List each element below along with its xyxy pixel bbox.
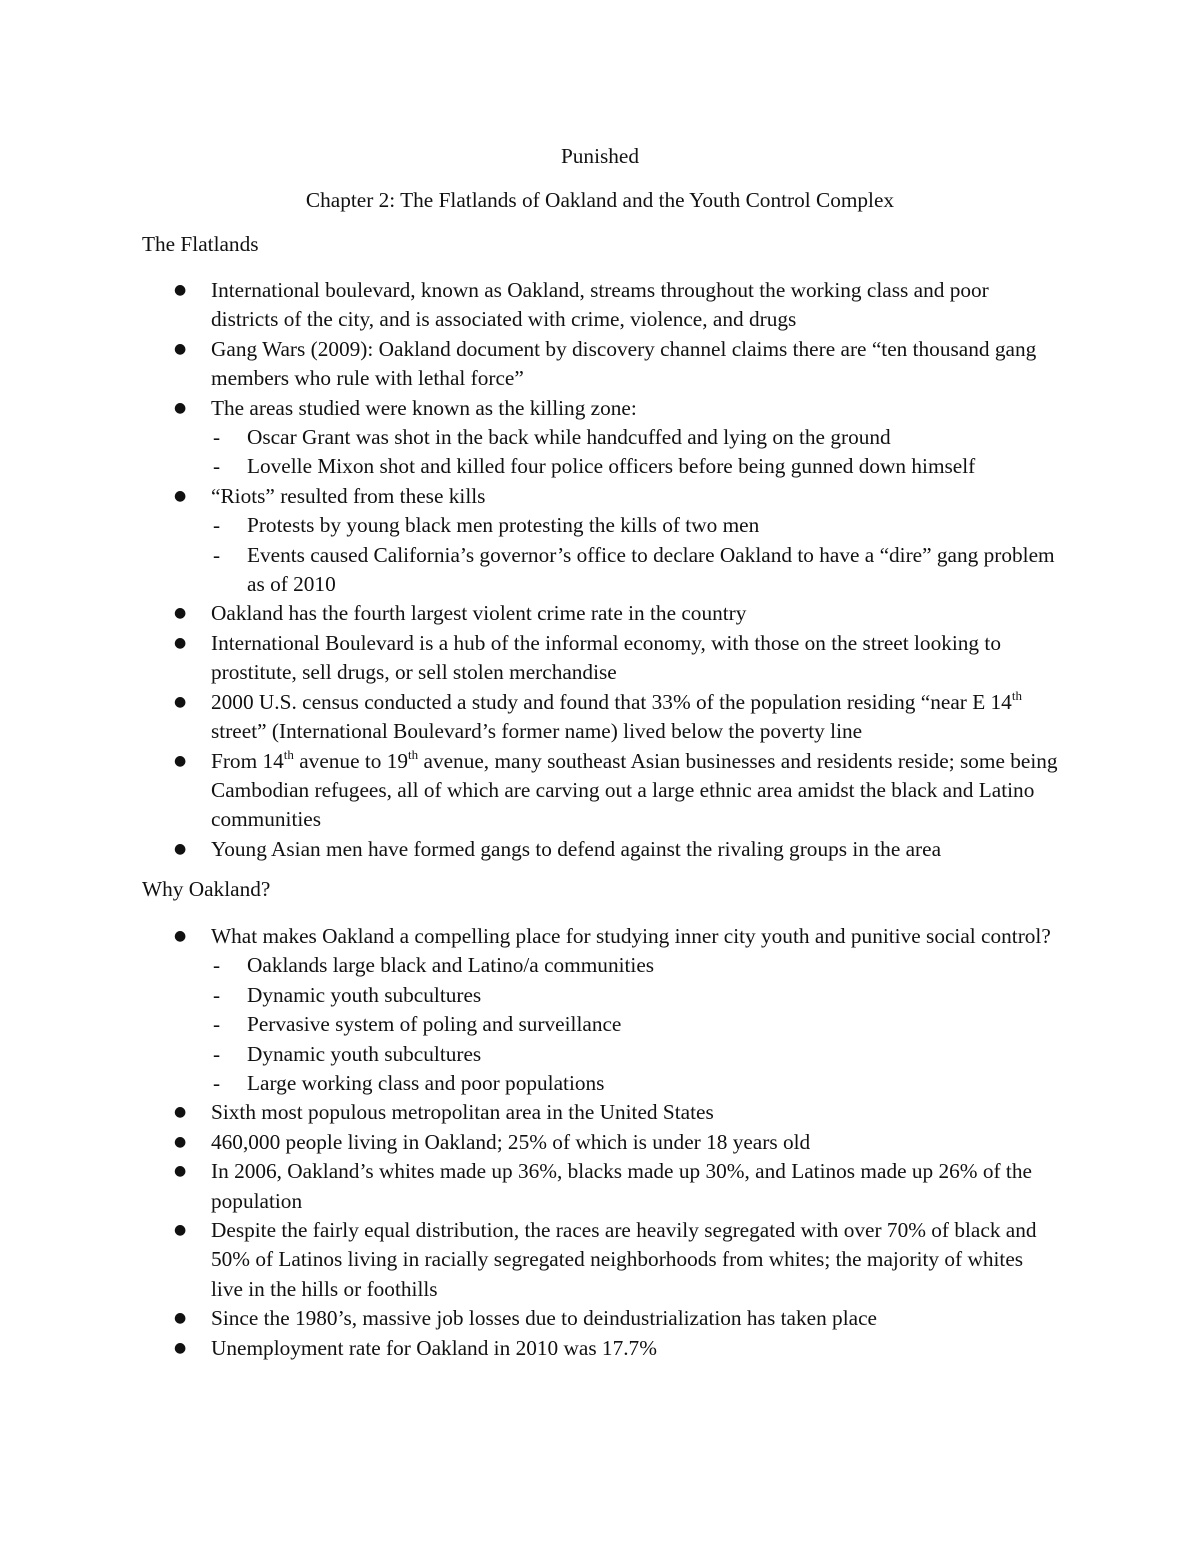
list-item [0, 599, 1060, 628]
bullet-icon: ● [174, 1310, 187, 1327]
sub-list-item-text: Dynamic youth subcultures [247, 982, 482, 1007]
bullet-list-flatlands [0, 276, 1200, 864]
sub-list-item [211, 511, 1060, 540]
bullet-icon: ● [174, 840, 187, 857]
text-run: street” (International Boulevard’s former name) lived below the poverty line [211, 719, 863, 744]
sub-list-item [211, 951, 1060, 980]
list-item [0, 835, 1060, 864]
list-item-text: Since the 1980’s, massive job losses due to deindustrialization has taken place [211, 1306, 877, 1331]
bullet-icon: ● [174, 1104, 187, 1121]
dash-marker-icon: - [213, 542, 221, 567]
dash-marker-icon: - [213, 425, 221, 450]
list-item-text: “Riots” resulted from these kills [211, 483, 486, 508]
sub-list-item [211, 981, 1060, 1010]
list-item [0, 1128, 1060, 1157]
list-item [0, 1157, 1060, 1216]
bullet-icon: ● [174, 282, 187, 298]
dash-marker-icon: - [213, 1041, 221, 1066]
list-item-text: What makes Oakland a compelling place for studying inner city youth and punitive social control? [211, 924, 1051, 948]
sub-list-item [211, 1069, 1060, 1098]
section-heading-flatlands: The Flatlands [142, 232, 259, 256]
text-run: 2000 U.S. census conducted a study and found that 33% of the population residing “near E 14 [211, 689, 1012, 714]
list-item [0, 1098, 1060, 1127]
list-item [0, 922, 1060, 1098]
list-item-text [211, 746, 1058, 832]
bullet-icon: ● [174, 1222, 187, 1239]
superscript-text: th [283, 746, 294, 762]
sub-list-item [211, 423, 1060, 452]
superscript-text: th [1011, 687, 1022, 703]
sub-list-item-text: Events caused California’s governor’s office to declare Oakland to have a “dire” gang problem as of 2010 [247, 542, 1055, 597]
sub-list-item [211, 541, 1060, 600]
bullet-icon: ● [174, 605, 187, 622]
section-heading-why-oakland: Why Oakland? [142, 877, 271, 901]
bullet-icon: ● [174, 693, 187, 710]
list-item [0, 747, 1060, 835]
dash-marker-icon: - [213, 454, 221, 479]
dash-marker-icon: - [213, 513, 221, 538]
list-item-text: International boulevard, known as Oakland, streams throughout the working class and poor districts of the city, and is associated with crime, violence, and drugs [211, 278, 989, 332]
list-item-text: Young Asian men have formed gangs to defend against the rivaling groups in the area [211, 836, 942, 861]
list-item-text: 460,000 people living in Oakland; 25% of which is under 18 years old [211, 1129, 811, 1154]
chapter-title: Chapter 2: The Flatlands of Oakland and the Youth Control Complex [305, 188, 895, 212]
sub-list [211, 951, 1060, 1098]
bullet-list-why-oakland [0, 922, 1200, 1363]
sub-list-item-text: Oscar Grant was shot in the back while handcuffed and lying on the ground [247, 425, 891, 450]
sub-list-item-text: Protests by young black men protesting the kills of two men [247, 513, 760, 538]
list-item [0, 1216, 1060, 1304]
sub-list [211, 511, 1060, 599]
sub-list-item-text: Dynamic youth subcultures [247, 1041, 482, 1066]
sub-list-item-text: Oaklands large black and Latino/a communities [247, 953, 655, 978]
dash-marker-icon: - [213, 953, 221, 978]
sub-list-item-text: Large working class and poor populations [247, 1071, 605, 1096]
list-item [0, 276, 1060, 335]
sub-list-item [211, 452, 1060, 481]
dash-marker-icon: - [213, 1012, 221, 1037]
list-item [0, 394, 1060, 482]
list-item-text: Oakland has the fourth largest violent crime rate in the country [211, 601, 747, 626]
superscript-text: th [408, 746, 419, 762]
list-item [0, 482, 1060, 600]
dash-marker-icon: - [213, 982, 221, 1007]
bullet-icon: ● [174, 487, 187, 504]
bullet-icon: ● [174, 399, 187, 416]
text-run: avenue to 19 [293, 748, 409, 773]
text-run: avenue, many southeast Asian businesses and residents reside; some being Cambodian refugees, all of which are carving out a large ethnic area amidst the black and Latino communities [211, 748, 1058, 832]
list-item-text: Gang Wars (2009): Oakland document by discovery channel claims there are “ten thousand gang members who rule with lethal force” [211, 336, 1037, 391]
sub-list-item [211, 1010, 1060, 1039]
list-item [0, 688, 1060, 747]
list-item [0, 335, 1060, 394]
dash-marker-icon: - [213, 1071, 221, 1096]
list-item [0, 1334, 1060, 1363]
list-item-text: The areas studied were known as the killing zone: [211, 395, 637, 420]
bullet-icon: ● [174, 1163, 187, 1180]
bullet-icon: ● [174, 634, 187, 651]
list-item-text: Unemployment rate for Oakland in 2010 was 17.7% [211, 1335, 657, 1360]
bullet-icon: ● [174, 928, 187, 944]
sub-list-item [211, 1040, 1060, 1069]
document-title: Punished [560, 144, 640, 168]
sub-list [211, 423, 1060, 482]
list-item [0, 1304, 1060, 1333]
sub-list-item-text: Lovelle Mixon shot and killed four police officers before being gunned down himself [247, 454, 976, 479]
bullet-icon: ● [174, 1339, 187, 1356]
list-item-text: International Boulevard is a hub of the informal economy, with those on the street looking to prostitute, sell drugs, or sell stolen merchandise [211, 630, 1001, 685]
text-run: From 14 [211, 748, 284, 773]
sub-list-item-text: Pervasive system of poling and surveillance [247, 1012, 622, 1037]
list-item-text: Sixth most populous metropolitan area in the United States [211, 1100, 714, 1125]
bullet-icon: ● [174, 1133, 187, 1150]
list-item-text: In 2006, Oakland’s whites made up 36%, blacks made up 30%, and Latinos made up 26% of the population [211, 1159, 1032, 1213]
list-item-text [211, 687, 1022, 744]
list-item-text: Despite the fairly equal distribution, the races are heavily segregated with over 70% of black and 50% of Latinos living in racially segregated neighborhoods from whites; the majority of whites live in the hills or foothills [211, 1218, 1037, 1301]
bullet-icon: ● [174, 340, 187, 357]
list-item [0, 629, 1060, 688]
bullet-icon: ● [174, 752, 187, 769]
